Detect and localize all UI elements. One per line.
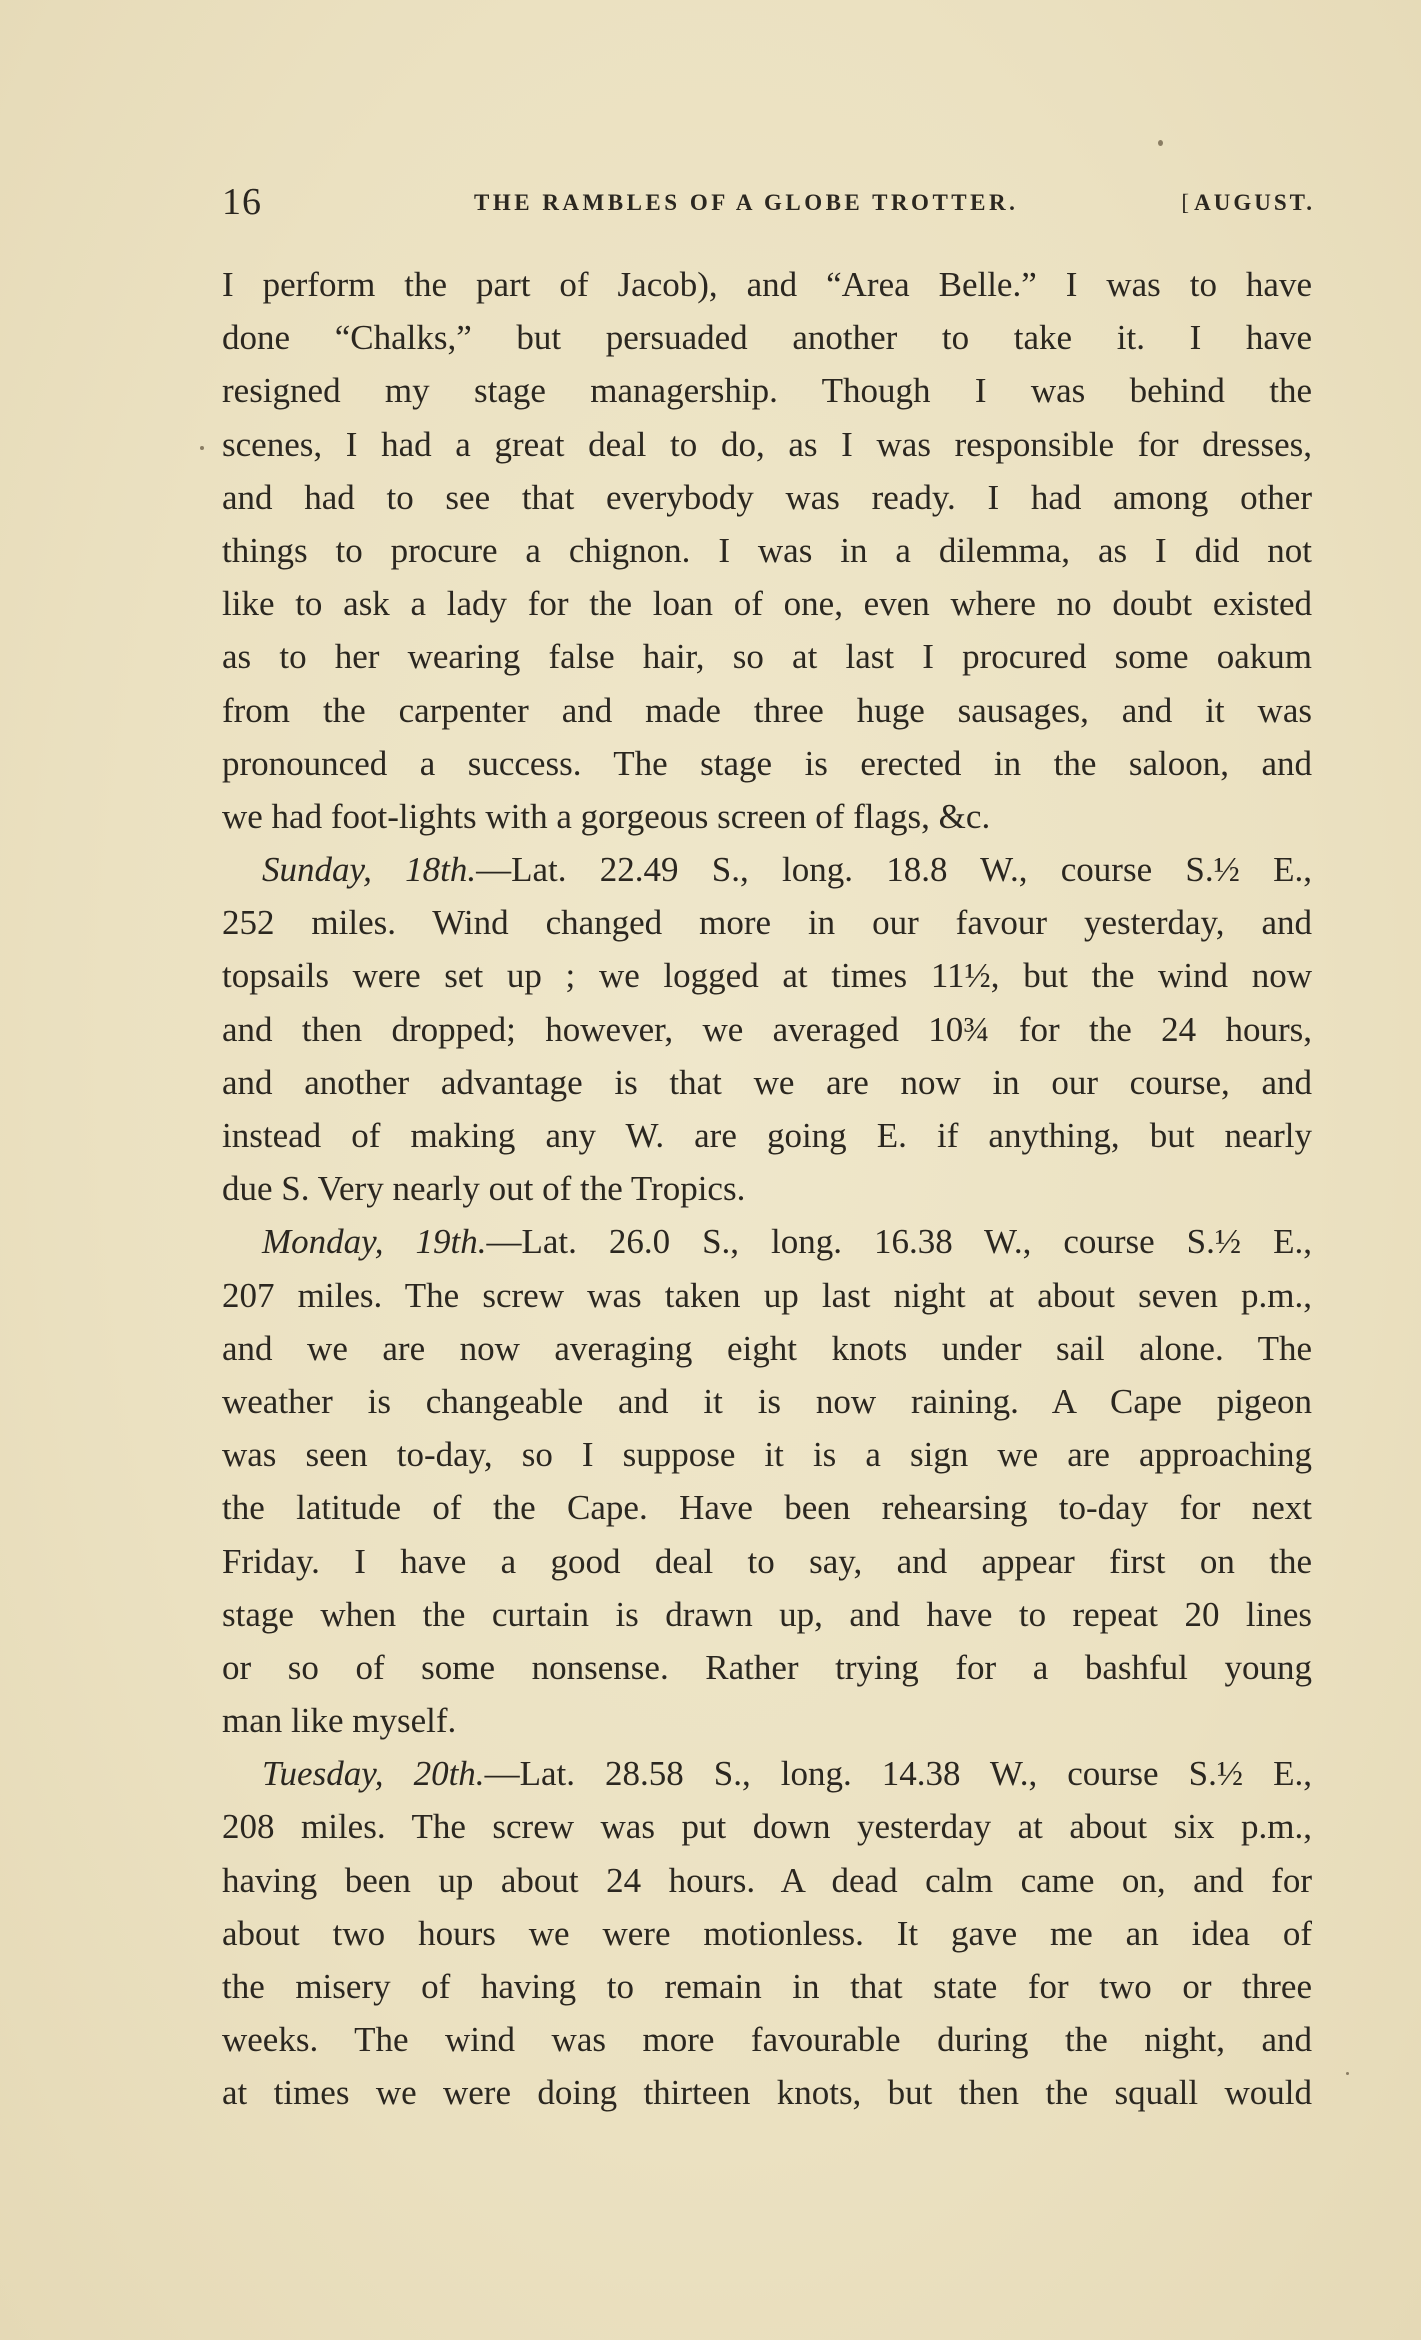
diary-entry-heading — [222, 843, 1312, 896]
entry-date: 18th. — [405, 850, 477, 890]
body-text — [222, 258, 1312, 2120]
text-line: stage when the curtain is drawn up, and have to repeat 20 lines — [222, 1594, 1312, 1634]
entry-date: 19th. — [415, 1222, 487, 1262]
text-line: 252 miles. Wind changed more in our favour yesterday, and — [222, 903, 1312, 943]
text-line: or so of some nonsense. Rather trying for a bashful young — [222, 1647, 1312, 1687]
entry-first-line: —Lat. 28.58 S., long. 14.38 W., course S.½ E., — [484, 1754, 1312, 1794]
text-line: Friday. I have a good deal to say, and appear first on the — [222, 1541, 1312, 1581]
text-line: pronounced a success. The stage is erected in the saloon, and — [222, 743, 1312, 783]
entry-first-line: —Lat. 26.0 S., long. 16.38 W., course S.½ E., — [486, 1222, 1312, 1262]
text-line: instead of making any W. are going E. if anything, but nearly — [222, 1116, 1312, 1155]
month-bracket: [ — [1181, 190, 1193, 215]
text-line: weather is changeable and it is now raining. A Cape pigeon — [222, 1381, 1312, 1421]
text-line: at times we were doing thirteen knots, but then the squall would — [222, 2073, 1312, 2113]
text-line: done “Chalks,” but persuaded another to take it. I have — [222, 318, 1312, 358]
running-header — [222, 180, 1315, 230]
diary-entry-heading — [222, 1215, 1312, 1268]
text-line: 207 miles. The screw was taken up last night at about seven p.m., — [222, 1275, 1312, 1315]
text-line: due S. Very nearly out of the Tropics. — [222, 1169, 746, 1209]
entry-day: Monday, — [262, 1222, 384, 1262]
running-month — [1181, 190, 1315, 216]
running-title: THE RAMBLES OF A GLOBE TROTTER. — [474, 190, 1019, 215]
text-line: man like myself. — [222, 1701, 457, 1741]
text-line: and we are now averaging eight knots under sail alone. The — [222, 1328, 1312, 1368]
paper-speck — [200, 446, 204, 450]
text-line: weeks. The wind was more favourable during the night, and — [222, 2020, 1312, 2060]
text-line: I perform the part of Jacob), and “Area Belle.” I was to have — [222, 265, 1312, 304]
text-line: the latitude of the Cape. Have been rehearsing to-day for next — [222, 1488, 1312, 1528]
text-line: we had foot-lights with a gorgeous screen of flags, &c. — [222, 796, 991, 836]
diary-entry-heading — [222, 1747, 1312, 1800]
text-line: as to her wearing false hair, so at last I procured some oakum — [222, 637, 1312, 677]
text-line: scenes, I had a great deal to do, as I was responsible for dresses, — [222, 424, 1312, 464]
text-line: from the carpenter and made three huge sausages, and it was — [222, 690, 1312, 730]
text-line: 208 miles. The screw was put down yesterday at about six p.m., — [222, 1807, 1312, 1847]
entry-first-line: —Lat. 22.49 S., long. 18.8 W., course S.½ E., — [476, 850, 1312, 890]
entry-date: 20th. — [413, 1754, 485, 1794]
text-line: things to procure a chignon. I was in a dilemma, as I did not — [222, 530, 1312, 570]
text-line: topsails were set up ; we logged at times 11½, but the wind now — [222, 956, 1312, 996]
text-line: having been up about 24 hours. A dead calm came on, and for — [222, 1860, 1312, 1900]
text-line: and had to see that everybody was ready. I had among other — [222, 477, 1312, 517]
text-line: the misery of having to remain in that state for two or three — [222, 1967, 1312, 2006]
entry-day: Tuesday, — [262, 1754, 384, 1794]
book-page — [222, 180, 1315, 2113]
text-line: like to ask a lady for the loan of one, even where no doubt existed — [222, 584, 1312, 624]
paper-speck — [1346, 2072, 1349, 2075]
month-label: AUGUST. — [1194, 190, 1315, 215]
entry-day: Sunday, — [262, 850, 372, 890]
text-line: and then dropped; however, we averaged 10¾ for the 24 hours, — [222, 1009, 1312, 1049]
text-line: was seen to-day, so I suppose it is a sign we are approaching — [222, 1435, 1312, 1475]
paper-speck — [1158, 140, 1163, 146]
text-line: resigned my stage managership. Though I was behind the — [222, 371, 1312, 411]
page-number: 16 — [222, 181, 262, 223]
text-line: about two hours we were motionless. It gave me an idea of — [222, 1913, 1312, 1953]
text-line: and another advantage is that we are now in our course, and — [222, 1062, 1312, 1102]
